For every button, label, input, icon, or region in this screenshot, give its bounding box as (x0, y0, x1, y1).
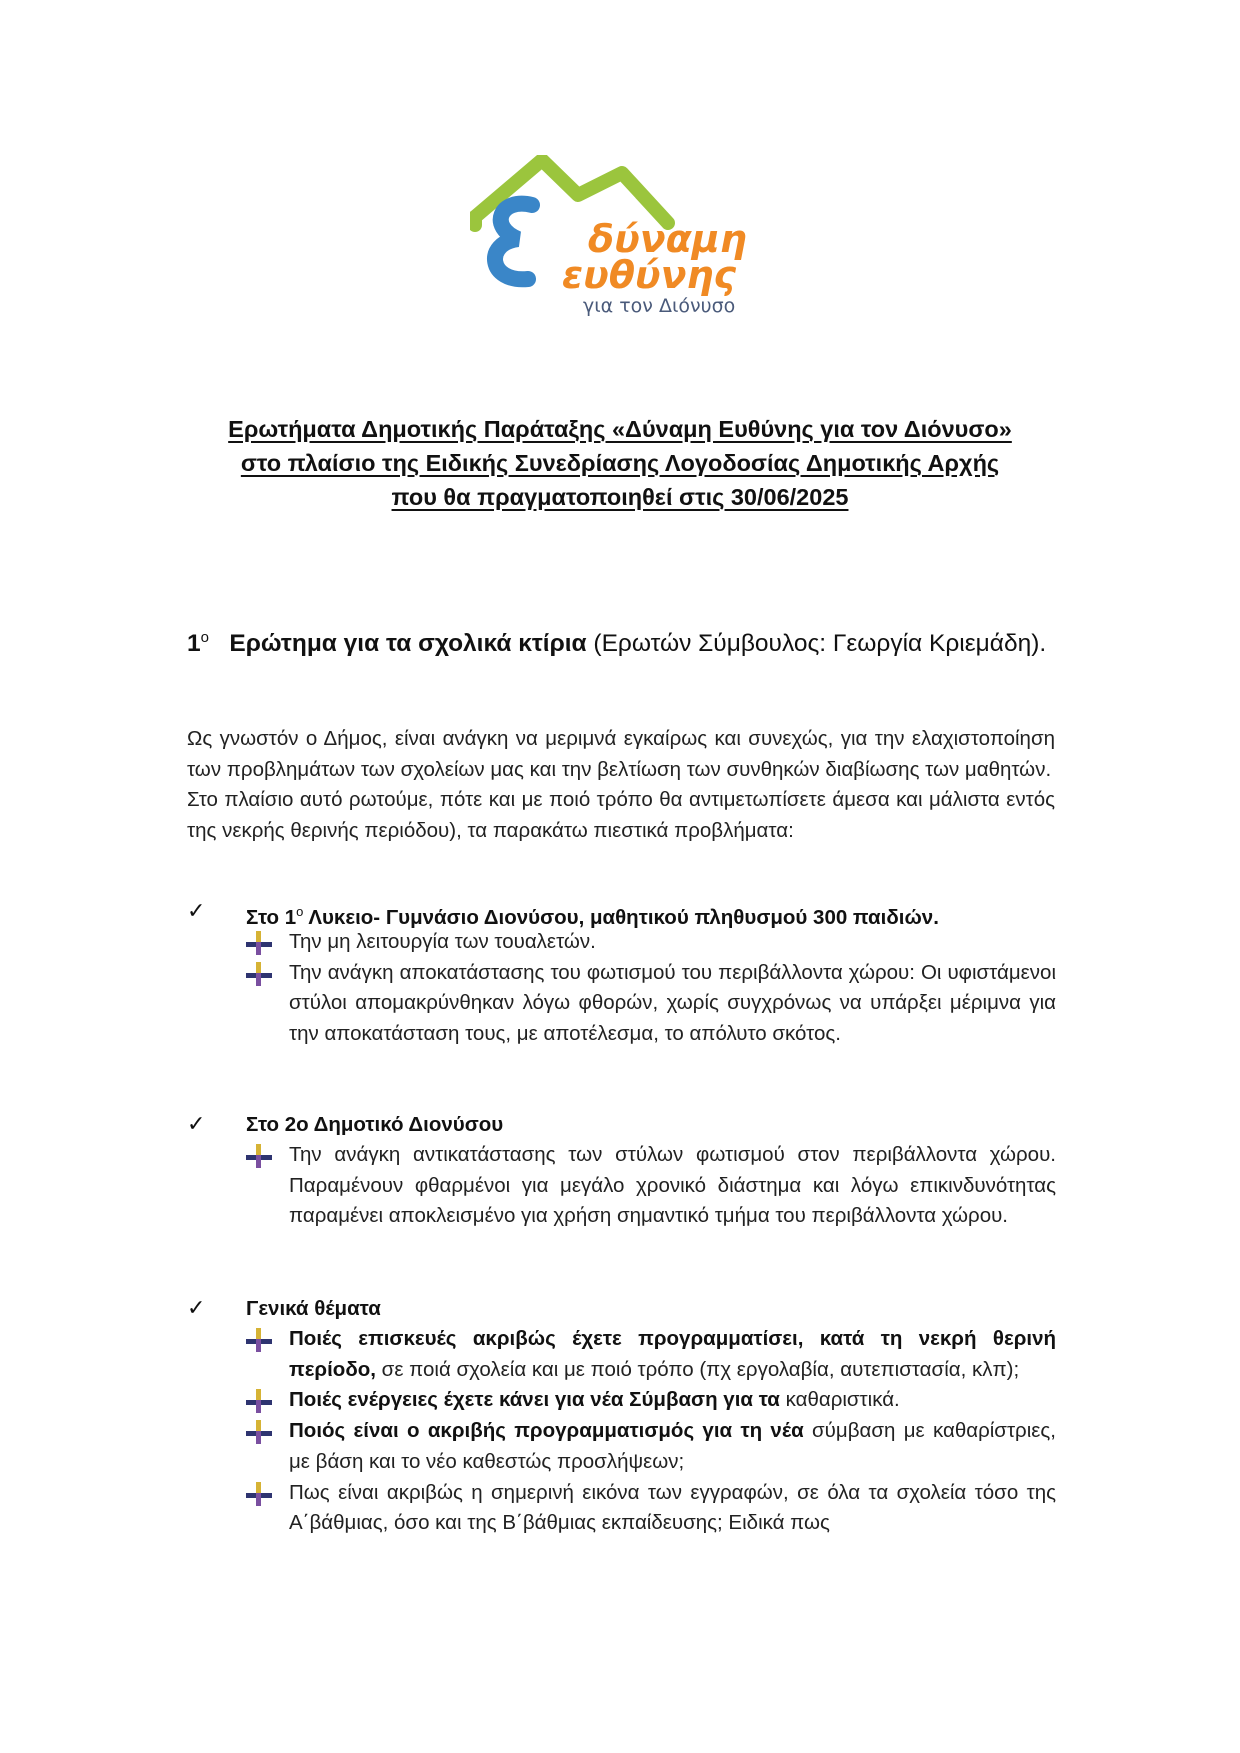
cross-bullet-icon (246, 1389, 272, 1413)
question-heading (187, 620, 1055, 661)
list-item: Ποιές επισκευές ακριβώς έχετε προγραμματίσει, κατά τη νεκρή θερινή περίοδο, σε ποιά σχολεία και με ποιό τρόπο (πχ εργολαβία, αυτεπιστασία, κλπ); (246, 1324, 1056, 1385)
title-line-2: στο πλαίσιο της Ειδικής Συνεδρίασης Λογοδοσίας Δημοτικής Αρχής (240, 450, 1000, 476)
list-item: Πως είναι ακριβώς η σημερινή εικόνα των εγγραφών, σε όλα τα σχολεία τόσο της Α΄βάθμιας, όσο και της Β΄βάθμιας εκπαίδευσης; Ειδικά πως (246, 1478, 1056, 1539)
cross-bullet-icon (246, 1328, 272, 1352)
intro-p2: Στο πλαίσιο αυτό ρωτούμε, πότε και με ποιό τρόπο θα αντιμετωπίσετε άμεσα και μάλιστα εντός της νεκρής θερινής περιόδου), τα παρακάτω πιεστικά προβλήματα: (187, 788, 1055, 842)
list-item: Την ανάγκη αποκατάστασης του φωτισμού του περιβάλλοντα χώρου: Οι υφιστάμενοι στύλοι απομακρύνθηκαν λόγω φθορών, χωρίς συγχρόνως να υπάρξει μέριμνα για την αποκατάσταση τους, με αποτέλεσμα, το απόλυτο σκότος. (246, 958, 1056, 1050)
intro-paragraph (187, 724, 1055, 846)
list-item: Ποιός είναι ο ακριβής προγραμματισμός για τη νέα σύμβαση με καθαρίστριες, με βάση και το νέο καθεστώς προσλήψεων; (246, 1416, 1056, 1477)
logo-subtitle: για τον Διόνυσο (583, 295, 736, 317)
list-item: Την μη λειτουργία των τουαλετών. (246, 927, 1056, 958)
checkmark-icon: ✓ (187, 1112, 206, 1137)
cross-bullet-icon (246, 1144, 272, 1168)
logo-word-1: δύναμη (588, 217, 747, 261)
question-asker: (Ερωτών Σύμβουλος: Γεωργία Κριεμάδη). (586, 630, 1047, 658)
intro-p1: Ως γνωστόν ο Δήμος, είναι ανάγκη να μεριμνά εγκαίρως και συνεχώς, για την ελαχιστοποίηση των προβλημάτων των σχολείων μας και την βελτίωση των συνθηκών διαβίωσης των μαθητών. (187, 727, 1055, 781)
section-title: Στο $1^o$ Λυκειο- Γυμνάσιο Διονύσου, μαθητικού πληθυσμού 300 παιδιών. (246, 904, 939, 929)
checkmark-icon: ✓ (187, 1296, 206, 1321)
section-items (246, 927, 1056, 1050)
checkmark-icon: ✓ (187, 899, 206, 924)
question-number: $1^o$ (187, 629, 209, 658)
cross-bullet-icon (246, 962, 272, 986)
list-item: Την ανάγκη αντικατάστασης των στύλων φωτισμού στον περιβάλλοντα χώρου. Παραμένουν φθαρμένοι για μεγάλο χρονικό διάστημα και λόγω επικινδυνότητας παραμένει αποκλεισμένο για χρήση σημαντικό τμήμα του περιβάλλοντα χώρου. (246, 1140, 1056, 1232)
section-title: Στο 2ο Δημοτικό Διονύσου (246, 1113, 504, 1136)
question-title: Ερώτημα για τα σχολικά κτίρια (229, 630, 587, 658)
cross-bullet-icon (246, 1482, 272, 1506)
list-item: Ποιές ενέργειες έχετε κάνει για νέα Σύμβαση για τα καθαριστικά. (246, 1385, 1056, 1416)
title-line-3: που θα πραγματοποιηθεί στις 30/06/2025 (391, 484, 849, 510)
section-items (246, 1140, 1056, 1232)
document-title (150, 412, 1090, 514)
section-title: Γενικά θέματα (246, 1297, 381, 1320)
party-logo (470, 155, 770, 330)
cross-bullet-icon (246, 931, 272, 955)
title-line-1: Ερωτήματα Δημοτικής Παράταξης «Δύναμη Ευθύνης για τον Διόνυσο» (228, 416, 1012, 442)
section-items (246, 1324, 1056, 1539)
logo-word-2: ευθύνης (562, 253, 737, 297)
cross-bullet-icon (246, 1420, 272, 1444)
